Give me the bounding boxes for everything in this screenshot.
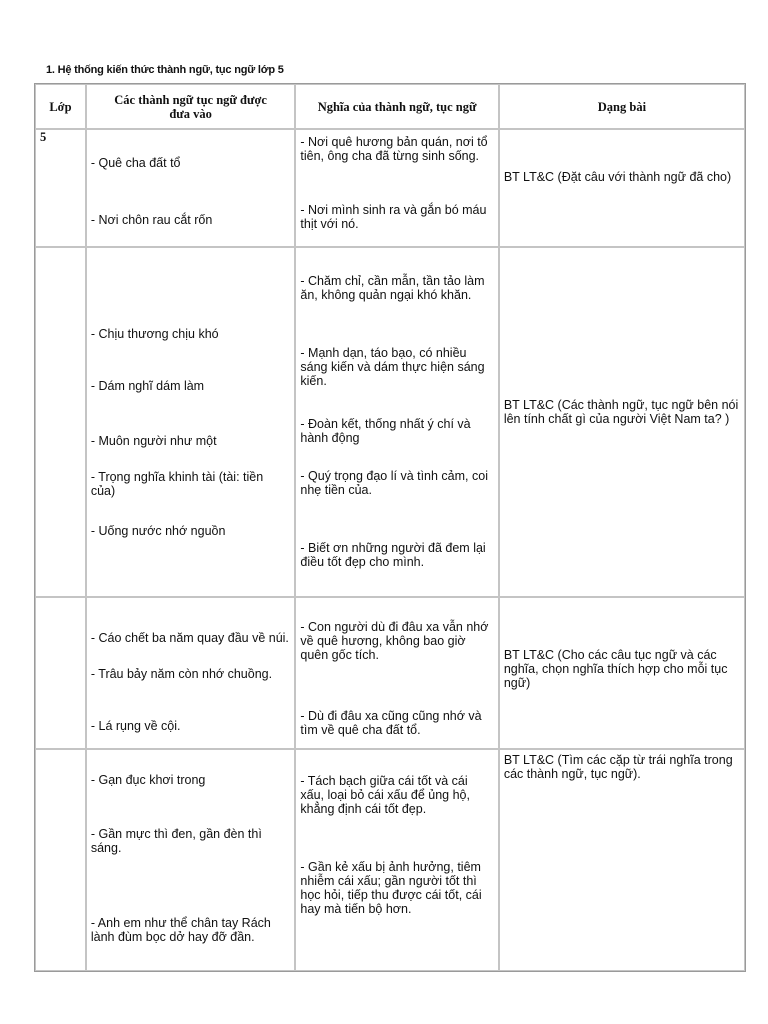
idiom-item: - Anh em như thể chân tay Rách lành đùm bọc dở hay đỡ đần. <box>90 916 271 944</box>
idiom-item: - Gạn đục khơi trong <box>90 773 206 787</box>
meaning-item: - Quý trọng đạo lí và tình cảm, coi nhẹ tiền của. <box>300 469 488 497</box>
cell-thanh-ngu <box>86 247 296 597</box>
idiom-item: - Cáo chết ba năm quay đầu về núi. <box>90 631 289 645</box>
meaning-item: - Chăm chỉ, cần mẫn, tần tảo làm ăn, không quản ngại khó khăn. <box>300 274 485 302</box>
cell-nghia <box>295 597 498 749</box>
idiom-item: - Chịu thương chịu khó <box>90 327 219 341</box>
exercise-item: BT LT&C (Cho các câu tục ngữ và các nghĩa, chọn nghĩa thích hợp cho mỗi tục ngữ) <box>503 648 728 690</box>
header-nghia: Nghĩa của thành ngữ, tục ngữ <box>295 84 498 129</box>
idiom-item: - Nơi chôn rau cắt rốn <box>90 213 213 227</box>
cell-nghia <box>295 749 498 971</box>
exercise-item: BT LT&C (Tìm các cặp từ trái nghĩa trong các thành ngữ, tục ngữ). <box>503 753 733 781</box>
table-row <box>35 129 745 247</box>
meaning-item: - Dù đi đâu xa cũng cũng nhớ và tìm về quê cha đất tổ. <box>300 709 482 737</box>
meaning-item: - Đoàn kết, thống nhất ý chí và hành động <box>300 417 471 445</box>
document-title: 1. Hệ thống kiến thức thành ngữ, tục ngữ lớp 5 <box>46 64 284 76</box>
cell-lop: 5 <box>35 129 86 247</box>
idiom-item: - Trâu bảy năm còn nhớ chuồng. <box>90 667 273 681</box>
cell-dang-bai <box>499 129 745 247</box>
cell-lop <box>35 247 86 597</box>
idiom-item: - Dám nghĩ dám làm <box>90 379 205 393</box>
cell-dang-bai <box>499 597 745 749</box>
cell-dang-bai <box>499 749 745 971</box>
header-thanh-ngu: Các thành ngữ tục ngữ được đưa vào <box>86 84 296 129</box>
exercise-item: BT LT&C (Các thành ngữ, tục ngữ bên nói lên tính chất gì của người Việt Nam ta? ) <box>503 398 739 426</box>
table-row <box>35 247 745 597</box>
meaning-item: - Biết ơn những người đã đem lại điều tốt đẹp cho mình. <box>300 541 486 569</box>
table-row <box>35 597 745 749</box>
cell-lop <box>35 749 86 971</box>
exercise-item: BT LT&C (Đặt câu với thành ngữ đã cho) <box>503 170 732 184</box>
table-row <box>35 749 745 971</box>
idiom-item: - Lá rụng về cội. <box>90 719 181 733</box>
meaning-item: - Mạnh dạn, táo bạo, có nhiều sáng kiến và dám thực hiện sáng kiến. <box>300 346 485 388</box>
idiom-item: - Muôn người như một <box>90 434 217 448</box>
header-lop: Lớp <box>35 84 86 129</box>
header-dang-bai: Dạng bài <box>499 84 745 129</box>
meaning-item: - Gần kẻ xấu bị ảnh hưởng, tiêm nhiễm cái xấu; gần người tốt thì học hỏi, tiếp thu được cái tốt, cái hay mà tiến bộ hơn. <box>300 860 482 916</box>
idiom-item: - Gần mực thì đen, gần đèn thì sáng. <box>90 827 262 855</box>
table-header-row <box>35 84 745 129</box>
meaning-item: - Nơi mình sinh ra và gắn bó máu thịt với nó. <box>300 203 487 231</box>
meaning-item: - Nơi quê hương bản quán, nơi tổ tiên, ông cha đã từng sinh sống. <box>300 135 488 163</box>
idiom-item: - Uống nước nhớ nguồn <box>90 524 226 538</box>
idiom-item: - Trọng nghĩa khinh tài (tài: tiền của) <box>90 470 264 498</box>
idioms-table <box>34 83 746 972</box>
cell-lop <box>35 597 86 749</box>
cell-nghia <box>295 247 498 597</box>
meaning-item: - Tách bạch giữa cái tốt và cái xấu, loại bỏ cái xấu để ủng hộ, khẳng định cái tốt đẹp. <box>300 774 470 816</box>
cell-thanh-ngu <box>86 597 296 749</box>
idiom-item: - Quê cha đất tổ <box>90 156 181 170</box>
cell-thanh-ngu <box>86 749 296 971</box>
cell-thanh-ngu <box>86 129 296 247</box>
cell-dang-bai <box>499 247 745 597</box>
meaning-item: - Con người dù đi đâu xa vẫn nhớ về quê hương, không bao giờ quên gốc tích. <box>300 620 489 662</box>
cell-nghia <box>295 129 498 247</box>
